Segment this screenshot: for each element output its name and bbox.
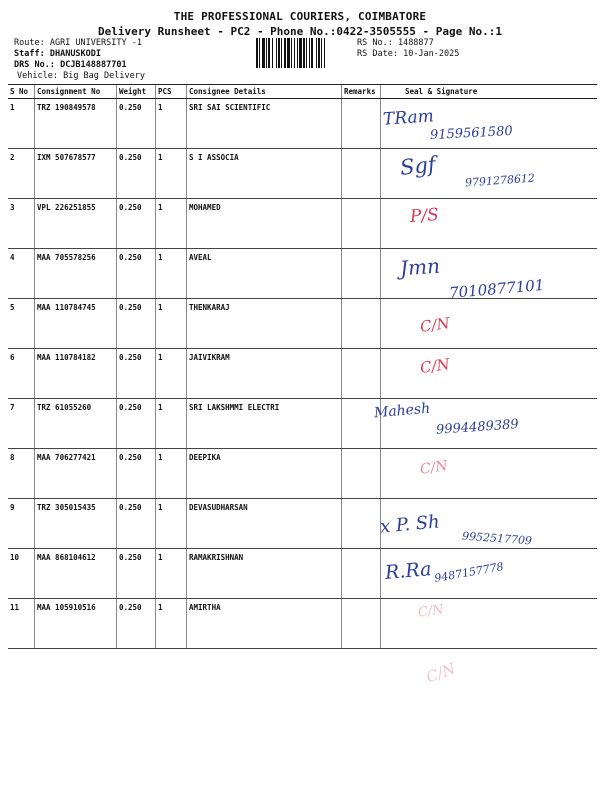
cell-consignee: AMIRTHA	[187, 599, 342, 649]
cell-consignee: JAIVIKRAM	[187, 349, 342, 399]
table-row	[8, 549, 597, 599]
barcode-bar	[316, 38, 317, 68]
barcode-bar	[259, 38, 260, 68]
signature-row-7: Mahesh	[373, 400, 431, 422]
phone-row-4: 7010877101	[448, 275, 546, 303]
cell-weight: 0.250	[117, 99, 156, 149]
cell-pcs: 1	[156, 499, 187, 549]
cell-weight: 0.250	[117, 499, 156, 549]
cell-sno: 8	[8, 449, 35, 499]
cell-pcs: 1	[156, 299, 187, 349]
cell-consignee: THENKARAJ	[187, 299, 342, 349]
page-title: THE PROFESSIONAL COURIERS, COIMBATORE	[173, 10, 427, 23]
route-value: AGRI UNIVERSITY -1	[49, 38, 142, 48]
cell-consignment: TRZ 190849578	[35, 99, 117, 149]
table-row	[8, 299, 597, 349]
cell-pcs: 1	[156, 149, 187, 199]
mark-row-8: C/N	[419, 458, 449, 478]
barcode	[256, 38, 349, 68]
cell-sno: 11	[8, 599, 35, 649]
cell-sno: 7	[8, 399, 35, 449]
cell-sno: 3	[8, 199, 35, 249]
drs-value: DCJB148887701	[60, 60, 127, 70]
cell-pcs: 1	[156, 349, 187, 399]
barcode-bar	[266, 38, 267, 68]
barcode-bar	[278, 38, 280, 68]
mark-row-6: C/N	[418, 355, 451, 377]
cell-pcs: 1	[156, 399, 187, 449]
signature-row-1: TRam	[382, 106, 435, 130]
cell-weight: 0.250	[117, 149, 156, 199]
cell-consignment: TRZ 305015435	[35, 499, 117, 549]
cell-sno: 10	[8, 549, 35, 599]
signature-row-4: Jmn	[399, 253, 441, 281]
cell-consignee: DEEPIKA	[187, 449, 342, 499]
barcode-bar	[262, 38, 265, 68]
cell-pcs: 1	[156, 199, 187, 249]
cell-consignment: MAA 105910516	[35, 599, 117, 649]
rs-date-line	[357, 49, 459, 60]
cell-weight: 0.250	[117, 299, 156, 349]
cell-remarks	[342, 499, 381, 549]
barcode-bar	[276, 38, 277, 68]
barcode-bar	[284, 38, 286, 68]
col-header-consignee: Consignee Details	[187, 85, 342, 99]
cell-seal	[381, 599, 598, 649]
cell-remarks	[342, 249, 381, 299]
col-header-consignment: Consignment No	[35, 85, 117, 99]
phone-row-10: 9487157778	[433, 560, 505, 585]
rs-no-line	[357, 38, 434, 49]
route-line	[14, 38, 142, 49]
rs-no-value: 1488877	[397, 38, 434, 48]
cell-weight: 0.250	[117, 599, 156, 649]
cell-consignee: AVEAL	[187, 249, 342, 299]
col-header-weight: Weight	[117, 85, 156, 99]
staff-value: DHANUSKODI	[49, 49, 102, 59]
cell-consignee: RAMAKRISHNAN	[187, 549, 342, 599]
cell-weight: 0.250	[117, 399, 156, 449]
cell-pcs: 1	[156, 599, 187, 649]
cell-remarks	[342, 449, 381, 499]
cell-remarks	[342, 599, 381, 649]
cell-weight: 0.250	[117, 549, 156, 599]
route-label: Route:	[14, 38, 45, 48]
cell-consignment: MAA 868104612	[35, 549, 117, 599]
cell-consignment: MAA 706277421	[35, 449, 117, 499]
cell-seal	[381, 299, 598, 349]
cell-consignee: S I ASSOCIA	[187, 149, 342, 199]
cell-remarks	[342, 549, 381, 599]
barcode-bar	[297, 38, 298, 68]
col-header-remarks: Remarks	[342, 85, 381, 99]
barcode-bar	[294, 38, 295, 68]
cell-consignment: IXM 507678577	[35, 149, 117, 199]
col-header-seal: Seal & Signature	[381, 85, 598, 99]
cell-remarks	[342, 299, 381, 349]
table-header-row	[8, 85, 597, 99]
staff-label: Staff:	[14, 49, 45, 59]
barcode-bar	[303, 38, 305, 68]
vehicle-value: Big Bag Delivery	[63, 71, 145, 81]
cell-consignment: MAA 705578256	[35, 249, 117, 299]
barcode-bar	[272, 38, 273, 68]
rs-no-label: RS No.:	[357, 38, 393, 48]
cell-sno: 4	[8, 249, 35, 299]
phone-row-2: 9791278612	[464, 171, 536, 190]
mark-row-11: C/N	[417, 602, 445, 621]
cell-consignment: VPL 226251855	[35, 199, 117, 249]
signature-row-9: x P. Sh	[379, 511, 441, 538]
cell-pcs: 1	[156, 549, 187, 599]
cell-remarks	[342, 99, 381, 149]
barcode-bar	[309, 38, 310, 68]
cell-remarks	[342, 199, 381, 249]
barcode-bar	[324, 38, 325, 68]
cell-consignee: SRI SAI SCIENTIFIC	[187, 99, 342, 149]
cell-sno: 5	[8, 299, 35, 349]
cell-consignee: DEVASUDHARSAN	[187, 499, 342, 549]
cell-pcs: 1	[156, 99, 187, 149]
cell-seal	[381, 349, 598, 399]
cell-consignee: SRI LAKSHMMI ELECTRI	[187, 399, 342, 449]
cell-consignment: MAA 110784745	[35, 299, 117, 349]
phone-row-7: 9994489389	[435, 417, 520, 438]
vehicle-line	[17, 71, 145, 82]
phone-row-9: 9952517709	[461, 529, 533, 548]
vehicle-label: Vehicle:	[17, 71, 58, 81]
col-header-sno: S No	[8, 85, 35, 99]
cell-consignee: MOHAMED	[187, 199, 342, 249]
mark-below-table: C/N	[423, 659, 458, 687]
page-subtitle: Delivery Runsheet - PC2 - Phone No.:0422-3505555 - Page No.:1	[98, 25, 502, 38]
signature-row-10: R.Ra	[384, 558, 433, 584]
cell-pcs: 1	[156, 249, 187, 299]
table-row	[8, 199, 597, 249]
cell-consignment: MAA 110784182	[35, 349, 117, 399]
barcode-bar	[268, 38, 270, 68]
runsheet-table	[8, 84, 597, 649]
mark-row-3: P/S	[409, 205, 440, 227]
cell-weight: 0.250	[117, 449, 156, 499]
mark-row-5: C/N	[418, 314, 451, 336]
barcode-bar	[287, 38, 290, 68]
phone-row-1: 9159561580	[429, 123, 514, 144]
barcode-bar	[321, 38, 322, 68]
table-row	[8, 349, 597, 399]
signature-row-2: Sgf	[398, 152, 437, 180]
barcode-bar	[281, 38, 282, 68]
cell-sno: 6	[8, 349, 35, 399]
cell-sno: 9	[8, 499, 35, 549]
barcode-bar	[256, 38, 258, 68]
cell-remarks	[342, 349, 381, 399]
col-header-pcs: PCS	[156, 85, 187, 99]
cell-pcs: 1	[156, 449, 187, 499]
barcode-bar	[299, 38, 302, 68]
barcode-bar	[291, 38, 292, 68]
barcode-bar	[311, 38, 313, 68]
cell-consignment: TRZ 61055260	[35, 399, 117, 449]
cell-weight: 0.250	[117, 249, 156, 299]
barcode-bar	[306, 38, 307, 68]
staff-line	[14, 49, 101, 60]
rs-date-value: 10-Jan-2025	[403, 49, 460, 59]
table-row	[8, 599, 597, 649]
rs-date-label: RS Date:	[357, 49, 398, 59]
drs-label: DRS No.:	[14, 60, 55, 70]
cell-weight: 0.250	[117, 199, 156, 249]
cell-weight: 0.250	[117, 349, 156, 399]
drs-line	[14, 60, 127, 71]
cell-sno: 2	[8, 149, 35, 199]
table-row	[8, 449, 597, 499]
cell-seal	[381, 449, 598, 499]
cell-remarks	[342, 149, 381, 199]
barcode-bar	[318, 38, 320, 68]
cell-sno: 1	[8, 99, 35, 149]
